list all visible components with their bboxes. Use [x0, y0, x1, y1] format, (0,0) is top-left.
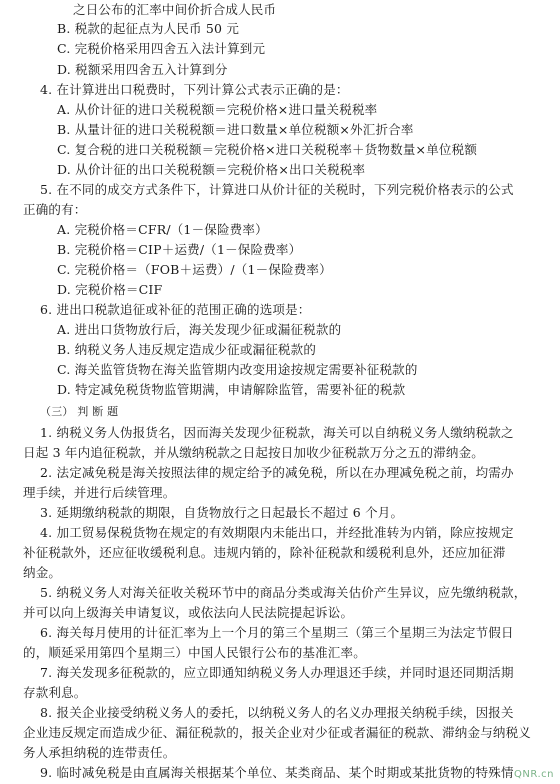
option-b: B. 完税价格＝CIP＋运费/（1－保险费率）: [57, 242, 302, 257]
judgement-7: 7. 海关发现多征税款的，应立即通知纳税义务人办理退还手续，并同时退还同期活期: [40, 665, 514, 680]
judgement-1: 1. 纳税义务人伪报货名，因而海关发现少征税款，海关可以自纳税义务人缴纳税款之: [40, 425, 514, 440]
judgement-5-cont: 并可以向上级海关申请复议，或依法向人民法院提起诉讼。: [23, 605, 354, 620]
judgement-5: 5. 纳税义务人对海关征收关税环节中的商品分类或海关估价产生异议，应先缴纳税款，: [40, 585, 527, 600]
judgement-2: 2. 法定减免税是海关按照法律的规定给予的减免税，所以在办理减免税之前，均需办: [40, 465, 514, 480]
option-d: D. 从价计征的出口关税税额＝完税价格×出口关税税率: [57, 162, 366, 177]
judgement-1-cont: 日起 3 年内追征税款，并从缴纳税款之日起按日加收少征税款万分之五的滞纳金。: [23, 445, 485, 460]
option-c: C. 完税价格采用四舍五入法计算到元: [57, 41, 266, 56]
judgement-6-cont: 的，顺延采用第四个星期三）中国人民银行公布的基准汇率。: [23, 645, 366, 660]
option-a: A. 完税价格＝CFR/（1－保险费率）: [57, 222, 268, 237]
question-6: 6. 进出口税款追征或补征的范围正确的选项是：: [40, 302, 311, 317]
judgement-6: 6. 海关每月使用的计征汇率为上一个月的第三个星期三（第三个星期三为法定节假日: [40, 625, 514, 640]
option-a: A. 进出口货物放行后，海关发现少征或漏征税款的: [57, 322, 342, 337]
option-d: D. 税额采用四舍五入计算到分: [57, 62, 228, 77]
option-b: B. 从量计征的进口关税税额＝进口数量×单位税额×外汇折合率: [57, 122, 414, 137]
text-line: 之日公布的汇率中间价折合成人民币: [73, 2, 277, 17]
question-4: 4. 在计算进出口税费时，下列计算公式表示正确的是：: [40, 82, 349, 97]
watermark-logo: QNR.cn: [514, 769, 554, 780]
judgement-3: 3. 延期缴纳税款的期限，自货物放行之日起最长不超过 6 个月。: [40, 505, 404, 520]
question-5: 5. 在不同的成交方式条件下，计算进口从价计征的关税时，下列完税价格表示的公式: [40, 182, 514, 197]
section-heading: （三） 判 断 题: [40, 405, 119, 418]
option-c: C. 海关监管货物在海关监管期内改变用途按规定需要补征税款的: [57, 362, 418, 377]
judgement-8-cont: 务人承担纳税的连带责任。: [23, 745, 176, 760]
question-5-cont: 正确的有：: [23, 202, 87, 217]
judgement-7-cont: 存款利息。: [23, 685, 87, 700]
option-c: C. 复合税的进口关税税额＝完税价格×进口关税税率＋货物数量×单位税额: [57, 142, 478, 157]
option-c: C. 完税价格＝（FOB＋运费）/（1－保险费率）: [57, 262, 332, 277]
option-a: A. 从价计征的进口关税税额＝完税价格×进口量关税税率: [57, 102, 378, 117]
option-b: B. 税款的起征点为人民币 50 元: [57, 21, 240, 36]
judgement-4-cont: 补征税款外，还应征收缓税利息。违规内销的，除补征税款和缓税利息外，还应加征滞: [23, 545, 506, 560]
judgement-4-cont: 纳金。: [23, 565, 62, 580]
judgement-8-cont: 企业违反规定而造成少征、漏征税款的，报关企业对少征或者漏征的税款、滞纳金与纳税义: [23, 725, 532, 740]
option-d: D. 完税价格＝CIF: [57, 282, 163, 297]
judgement-4: 4. 加工贸易保税货物在规定的有效期限内未能出口，并经批准转为内销，除应按规定: [40, 525, 514, 540]
judgement-8: 8. 报关企业接受纳税义务人的委托，以纳税义务人的名义办理报关纳税手续，因报关: [40, 705, 514, 720]
judgement-9: 9. 临时减免税是由直属海关根据某个单位、某类商品、某个时期或某批货物的特殊情: [40, 765, 514, 780]
judgement-2-cont: 理手续，并进行后续管理。: [23, 485, 176, 500]
option-d: D. 特定减免税货物监管期满，申请解除监管，需要补征的税款: [57, 382, 406, 397]
option-b: B. 纳税义务人违反规定造成少征或漏征税款的: [57, 342, 317, 357]
